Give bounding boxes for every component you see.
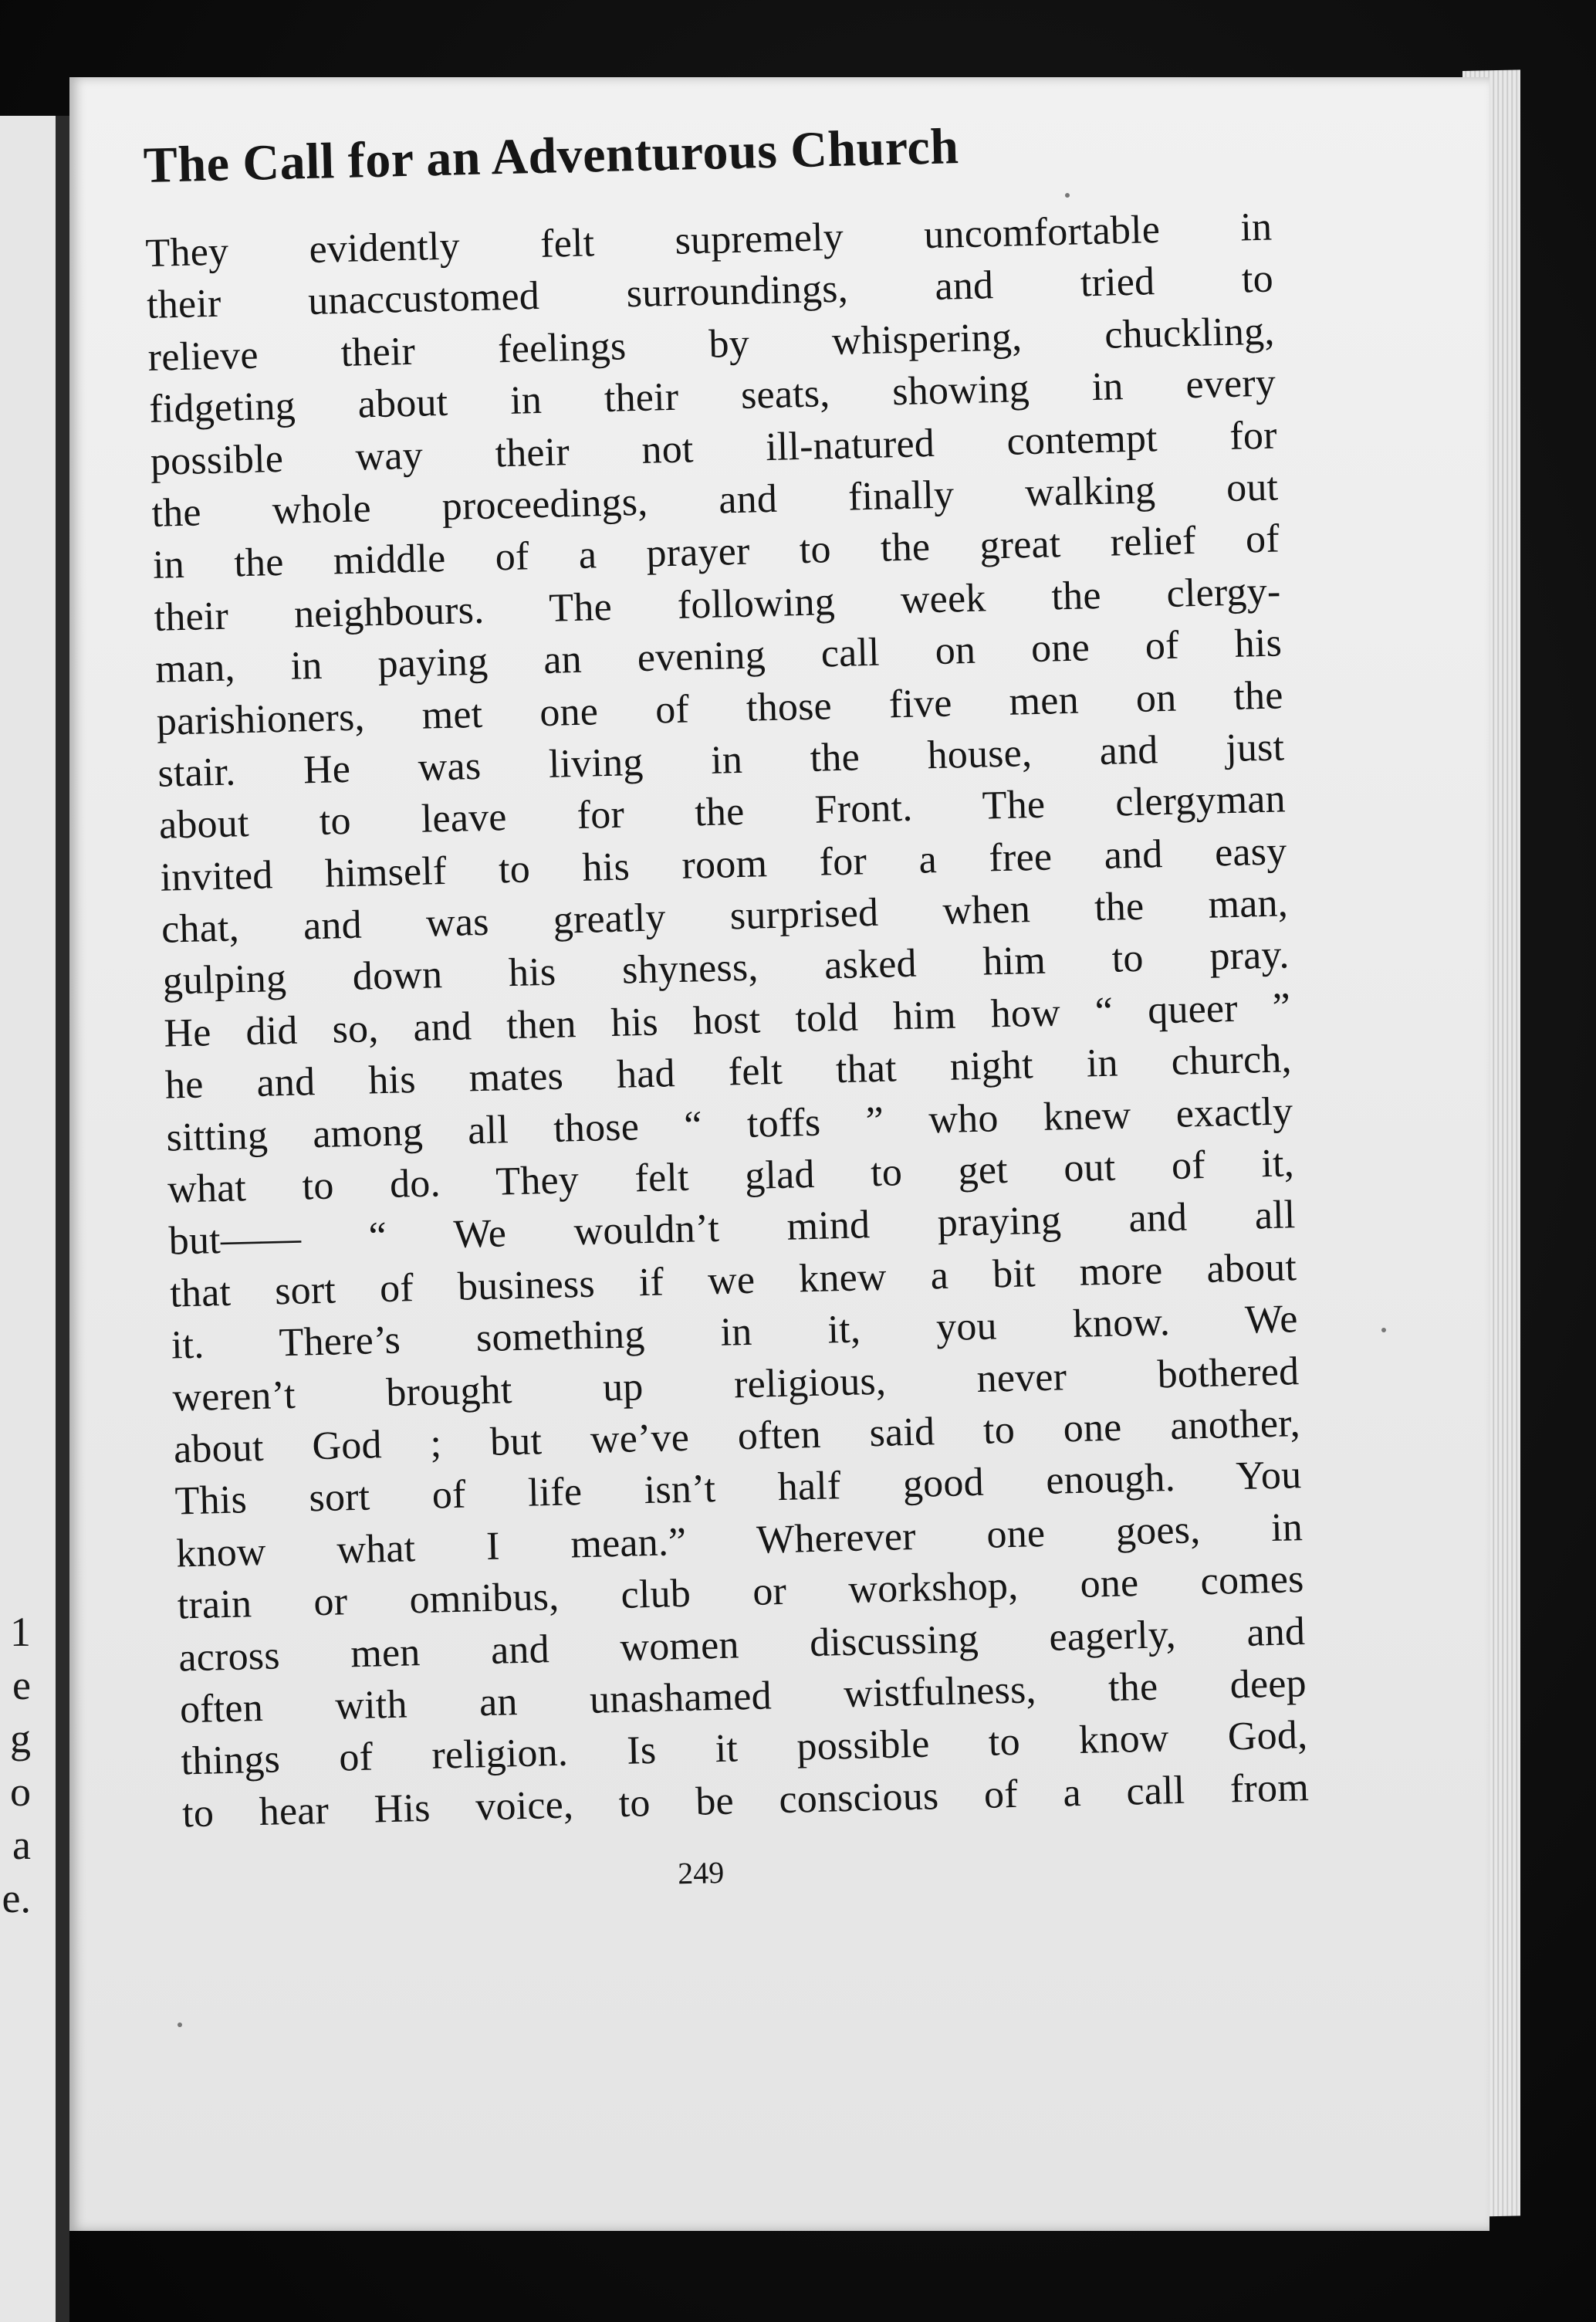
- line-fragment: a: [12, 1822, 31, 1868]
- text-line: in the middle of a prayer to the great relief of: [152, 516, 1280, 588]
- text-line: their neighbours. The following week the clergy-: [154, 569, 1281, 640]
- text-line: relieve their feelings by whispering, chuckling,: [147, 309, 1276, 380]
- text-line: the whole proceedings, and finally walking out: [150, 465, 1279, 536]
- line-fragment: g: [10, 1715, 31, 1762]
- page-text-block: [143, 109, 1311, 1905]
- text-line: fidgeting about in their seats, showing in every: [148, 360, 1276, 432]
- speck: [1381, 1328, 1386, 1332]
- previous-page: [0, 116, 58, 2322]
- text-line: weren’t brought up religious, never bothered: [171, 1349, 1300, 1420]
- text-line: They evidently felt supremely uncomfortable in: [144, 205, 1273, 276]
- body-text: [145, 201, 1310, 1840]
- text-line: stair. He was living in the house, and just: [157, 725, 1285, 796]
- text-line: sitting among all those “ toffs ” who knew exactly: [165, 1088, 1293, 1160]
- text-line: man, in paying an evening call on one of his: [154, 621, 1283, 692]
- text-line: train or omnibus, club or workshop, one comes: [177, 1557, 1305, 1628]
- text-line: across men and women discussing eagerly, and: [178, 1609, 1306, 1680]
- text-line: invited himself to his room for a free and easy: [159, 829, 1287, 900]
- line-fragment: o: [10, 1769, 31, 1815]
- text-line: know what I mean.” Wherever one goes, in: [175, 1505, 1304, 1576]
- text-line: gulping down his shyness, asked him to pray.: [162, 933, 1290, 1004]
- line-fragment: e.: [2, 1875, 31, 1921]
- text-line: he and his mates had felt that night in church,: [164, 1037, 1293, 1108]
- text-line: to hear His voice, to be conscious of a call from: [181, 1765, 1310, 1836]
- text-line: about to leave for the Front. The clergyman: [158, 777, 1287, 848]
- text-line: it. There’s something in it, you know. We: [171, 1297, 1299, 1368]
- running-head: The Call for an Adventurous Church: [143, 118, 960, 194]
- previous-page-line-endings: [0, 1606, 31, 1925]
- text-line: their unaccustomed surroundings, and tried to: [146, 256, 1274, 328]
- line-fragment: 1: [10, 1609, 31, 1655]
- text-line: things of religion. Is it possible to know God,: [180, 1713, 1308, 1784]
- book-gutter: [56, 116, 69, 2322]
- text-line: but—— “ We wouldn’t mind praying and all: [168, 1193, 1297, 1264]
- text-line: parishioners, met one of those five men on the: [156, 672, 1284, 744]
- line-fragment: e: [12, 1662, 31, 1708]
- text-line: that sort of business if we knew a bit more about: [169, 1245, 1297, 1316]
- text-line: often with an unashamed wistfulness, the deep: [179, 1660, 1307, 1732]
- text-line: possible way their not ill-natured contempt for: [150, 413, 1278, 484]
- text-line: He did so, and then his host told him how “ queer ”: [163, 985, 1291, 1056]
- text-line: about God ; but we’ve often said to one another,: [173, 1401, 1301, 1472]
- text-line: what to do. They felt glad to get out of it,: [167, 1141, 1295, 1212]
- speck: [178, 2022, 182, 2027]
- text-line: chat, and was greatly surprised when the man,: [161, 881, 1289, 952]
- text-line: This sort of life isn’t half good enough. You: [174, 1453, 1302, 1524]
- page-number: 249: [677, 1854, 725, 1891]
